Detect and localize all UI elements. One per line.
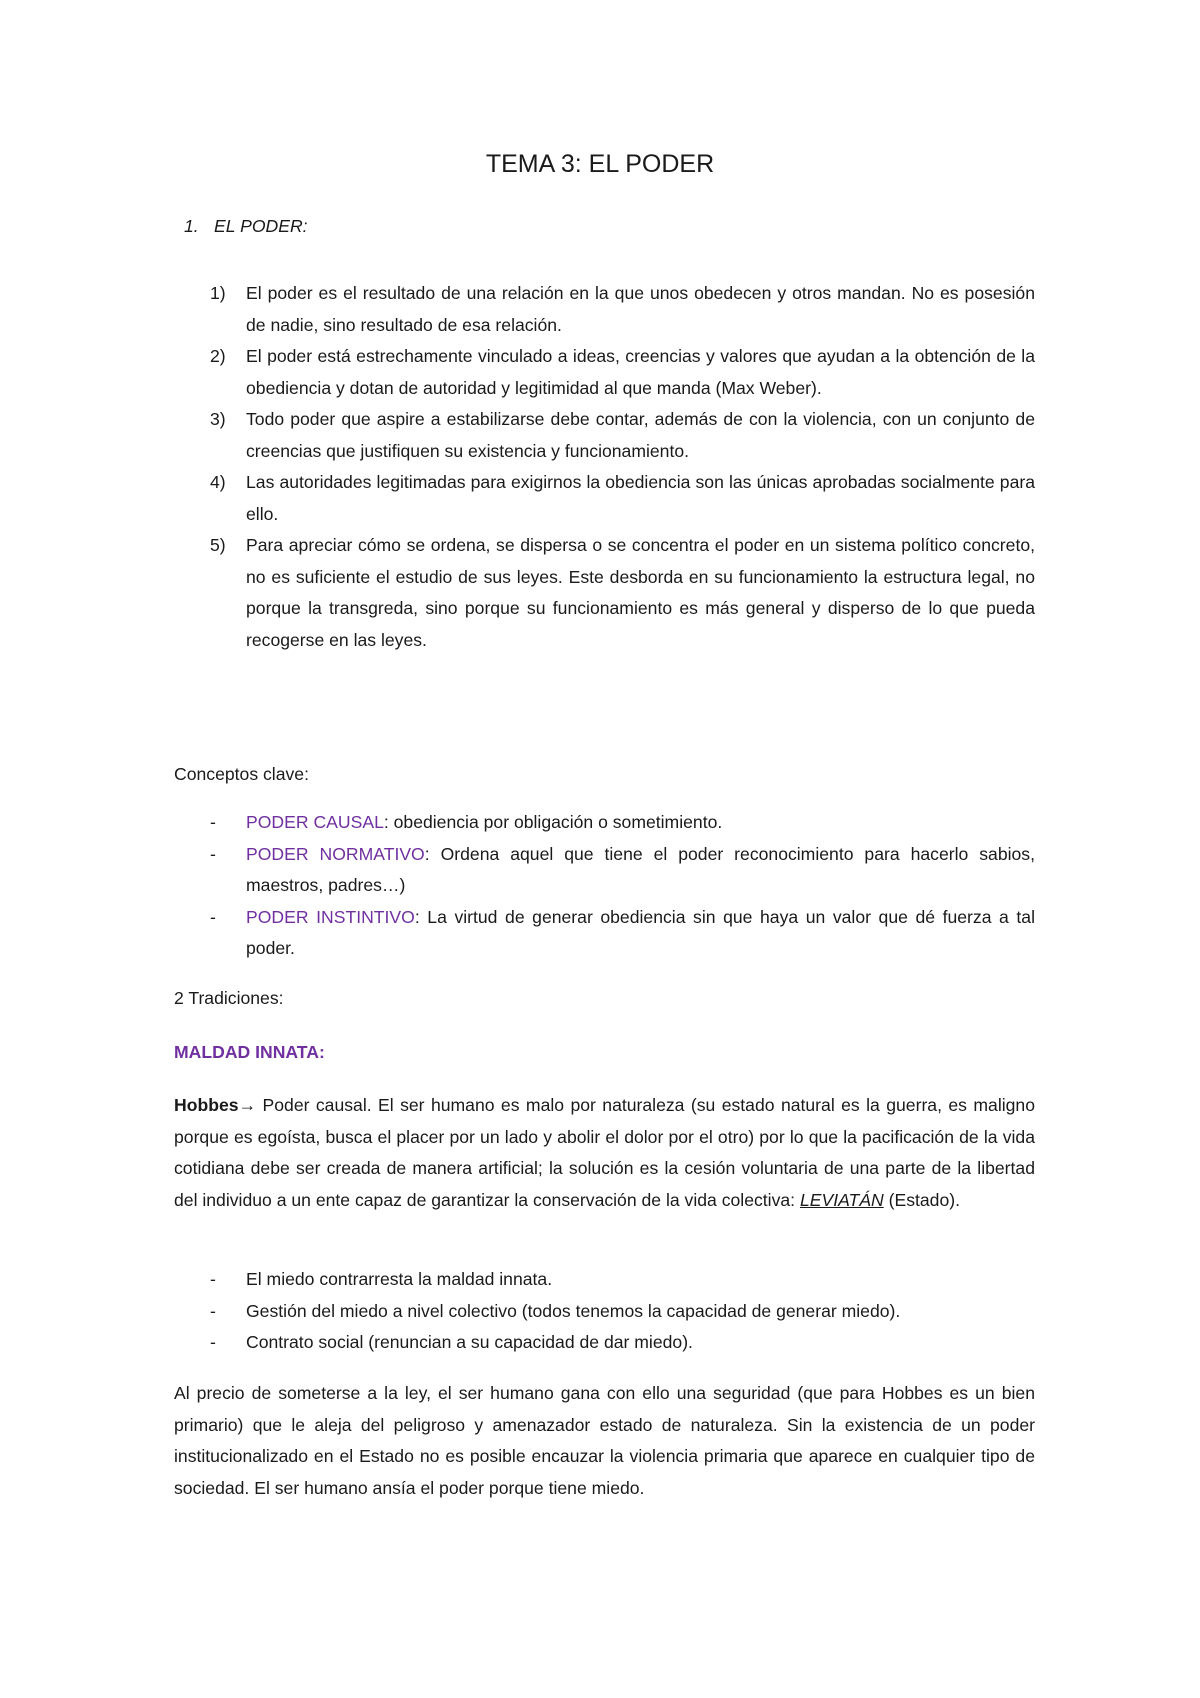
- item-marker: 3): [210, 409, 226, 429]
- page-title: TEMA 3: EL PODER: [485, 150, 715, 178]
- list-item: [174, 839, 1035, 902]
- item-marker: 2): [210, 346, 226, 366]
- concept-text: : La virtud de generar obediencia sin que haya un valor que dé fuerza a tal poder.: [246, 906, 1035, 958]
- numbered-points: [174, 278, 1035, 656]
- item-marker: 5): [210, 535, 226, 555]
- concept-term: PODER INSTINTIVO: [246, 906, 415, 927]
- conceptos-list: [174, 807, 1035, 965]
- section-label: EL PODER:: [214, 216, 308, 236]
- list-item: [174, 530, 1035, 656]
- dash-marker: -: [210, 812, 216, 832]
- section-number: 1.: [184, 216, 199, 236]
- concept-text: : obediencia por obligación o sometimiento.: [383, 812, 723, 832]
- dash-marker: -: [210, 1332, 216, 1352]
- list-item: [174, 278, 1035, 341]
- item-text: El poder está estrechamente vinculado a ideas, creencias y valores que ayudan a la obtención de la obediencia y dotan de autoridad y legitimidad al que manda (Max Weber).: [246, 346, 1035, 398]
- item-text: El miedo contrarresta la maldad innata.: [246, 1269, 553, 1289]
- maldad-heading: MALDAD INNATA:: [174, 1042, 325, 1062]
- closing-paragraph: Al precio de someterse a la ley, el ser humano gana con ello una seguridad (que para Hobbes es un bien primario) que le aleja del peligroso y amenazador estado de naturaleza. Sin la existencia de un poder institucionalizado en el Estado no es posible encauzar la violencia primaria que aparece en cualquier tipo de sociedad. El ser humano ansía el poder porque tiene miedo.: [174, 1383, 1035, 1498]
- item-text: Gestión del miedo a nivel colectivo (todos tenemos la capacidad de generar miedo).: [246, 1300, 901, 1321]
- concept-text: : Ordena aquel que tiene el poder reconocimiento para hacerlo sabios, maestros, padres…): [246, 843, 1035, 895]
- miedo-list: [174, 1264, 1035, 1359]
- dash-marker: -: [210, 1269, 216, 1289]
- list-item: [174, 404, 1035, 467]
- list-item: [174, 1327, 1035, 1359]
- leviatan-term: LEVIATÁN: [799, 1189, 884, 1210]
- list-item: [174, 807, 1035, 839]
- dash-marker: -: [210, 843, 216, 864]
- hobbes-tail: (Estado).: [883, 1189, 960, 1210]
- list-item: [174, 902, 1035, 965]
- item-text: El poder es el resultado de una relación en la que unos obedecen y otros mandan. No es posesión de nadie, sino resultado de esa relación.: [246, 283, 1035, 335]
- list-item: [174, 467, 1035, 530]
- item-text: Todo poder que aspire a estabilizarse debe contar, además de con la violencia, con un conjunto de creencias que justifiquen su existencia y funcionamiento.: [246, 409, 1035, 461]
- list-item: [174, 1264, 1035, 1296]
- conceptos-heading: Conceptos clave:: [174, 764, 309, 784]
- hobbes-text: Poder causal. El ser humano es malo por naturaleza (su estado natural es la guerra, es maligno porque es egoísta, busca el placer por un lado y abolir el dolor por el otro) por lo que la pacificación de la vida cotidiana debe ser creada de manera artificial; la solución es la cesión voluntaria de una parte de la libertad del individuo a un ente capaz de garantizar la conservación de la vida colectiva:: [174, 1095, 1035, 1210]
- list-item: [174, 341, 1035, 404]
- item-text: Las autoridades legitimadas para exigirnos la obediencia son las únicas aprobadas socialmente para ello.: [246, 472, 1035, 524]
- item-text: Contrato social (renuncian a su capacidad de dar miedo).: [246, 1332, 693, 1352]
- section-heading: [184, 211, 308, 243]
- item-marker: 4): [210, 472, 226, 492]
- hobbes-name: Hobbes: [174, 1095, 239, 1115]
- dash-marker: -: [210, 906, 216, 927]
- item-text: Para apreciar cómo se ordena, se dispersa o se concentra el poder en un sistema político concreto, no es suficiente el estudio de sus leyes. Este desborda en su funcionamiento la estructura legal, no porque la transgreda, sino porque su funcionamiento es más general y disperso de lo que pueda recogerse en las leyes.: [246, 535, 1035, 650]
- concept-term: PODER NORMATIVO: [246, 843, 425, 864]
- dash-marker: -: [210, 1300, 216, 1321]
- tradiciones-heading: 2 Tradiciones:: [174, 988, 284, 1008]
- list-item: [174, 1296, 1035, 1328]
- arrow-icon: →: [238, 1095, 257, 1115]
- concept-term: PODER CAUSAL: [246, 812, 384, 832]
- item-marker: 1): [210, 283, 226, 303]
- hobbes-paragraph: [174, 1090, 1035, 1216]
